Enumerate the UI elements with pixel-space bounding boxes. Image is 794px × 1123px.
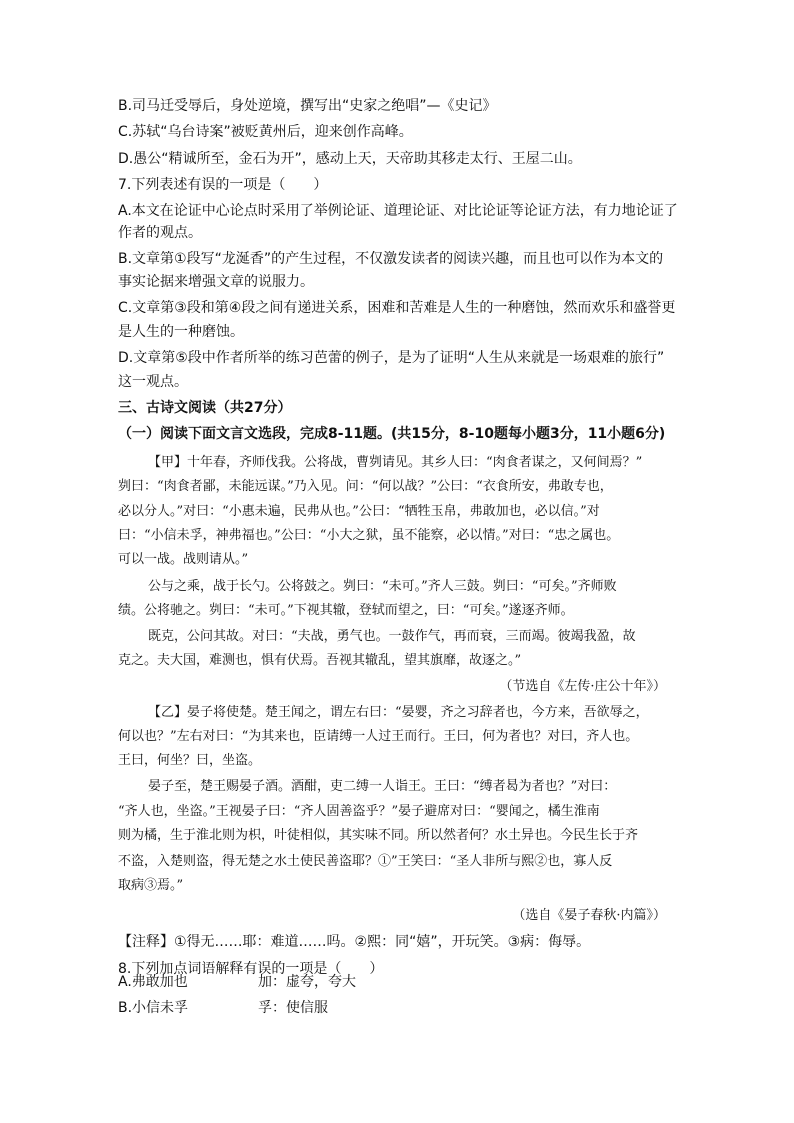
- text-line: 作者的观点。: [118, 225, 202, 241]
- text-line: 克之。夫大国，难测也，惧有伏焉。吾视其辙乱，望其旗靡，故逐之。”: [118, 653, 522, 668]
- option-label: B.小信未孚: [118, 1000, 189, 1016]
- text-line: 【甲】十年春，齐师伐我。公将战，曹刿请见。其乡人曰：“肉食者谋之，又何间焉？”: [148, 455, 643, 470]
- text-line: “齐人也，坐盗。”王视晏子曰：“齐人固善盗乎？”晏子避席对曰：“婴闻之，橘生淮南: [118, 804, 600, 819]
- text-line: 则为橘，生于淮北则为枳，叶徒相似，其实味不同。所以然者何？水土异也。今民生长于齐: [118, 828, 639, 843]
- text-line: D.文章第⑤段中作者所举的练习芭蕾的例子，是为了证明“人生从来就是一场艰难的旅行”: [118, 350, 665, 366]
- text-line: 【乙】晏子将使楚。楚王闻之，谓左右曰：“晏婴，齐之习辞者也，今方来，吾欲辱之，: [148, 705, 649, 720]
- text-line: （选自《晏子春秋·内篇》）: [512, 908, 666, 923]
- text-line: A.本文在论证中心论点时采用了举例论证、道理论证、对比论证等论证方法，有力地论证了: [118, 203, 678, 219]
- text-line: 三、古诗文阅读（共27分）: [118, 400, 292, 416]
- text-line: D.愚公“精诚所至，金石为开”，感动上天，天帝助其移走太行、王屋二山。: [118, 151, 582, 167]
- text-line: （节选自《左传·庄公十年》）: [499, 679, 666, 694]
- text-line: B.文章第①段写“龙涎香”的产生过程，不仅激发读者的阅读兴趣，而且也可以作为本文的: [118, 251, 664, 267]
- option-label: A.弗敢加也: [118, 974, 188, 990]
- text-line: 是人生的一种磨蚀。: [118, 324, 244, 340]
- text-line: 何以也？”左右对曰：“为其来也，臣请缚一人过王而行。王曰，何为者也？对曰，齐人也。: [118, 729, 639, 744]
- text-line: 可以一战。战则请从。”: [118, 552, 249, 567]
- text-line: 既克，公问其故。对曰：“夫战，勇气也。一鼓作气，再而衰，三而竭。彼竭我盈，故: [148, 629, 636, 644]
- option-row: [118, 996, 678, 1020]
- text-line: 7.下列表述有误的一项是（ ）: [118, 177, 328, 193]
- text-line: 刿曰：“肉食者鄙，未能远谋。”乃入见。问：“何以战？”公曰：“衣食所安，弗敢专也，: [118, 479, 613, 494]
- option-row: [118, 970, 678, 994]
- text-line: C.文章第③段和第④段之间有递进关系，困难和苦难是人生的一种磨蚀，然而欢乐和盛誉更: [118, 300, 676, 316]
- text-line: 【注释】①得无……耶：难道……吗。②熙：同“嬉”，开玩笑。③病：侮辱。: [118, 934, 591, 950]
- text-line: C.苏轼“乌台诗案”被贬黄州后，迎来创作高峰。: [118, 124, 413, 140]
- text-line: 曰：“小信未孚，神弗福也。”公曰：“小大之狱，虽不能察，必以情。”对曰：“忠之属也。: [118, 528, 620, 543]
- option-meaning: 孚：使信服: [258, 1000, 328, 1016]
- text-line: B.司马迁受辱后，身处逆境，撰写出“史家之绝唱”—《史记》: [118, 98, 497, 114]
- text-line: 事实论据来增强文章的说服力。: [118, 274, 314, 290]
- text-line: 这一观点。: [118, 374, 188, 390]
- text-line: 绩。公将驰之。刿曰：“未可。”下视其辙，登轼而望之，曰：“可矣。”遂逐齐师。: [118, 603, 574, 618]
- text-line: 8.下列加点词语解释有误的一项是（ ）: [118, 961, 384, 977]
- text-line: （一）阅读下面文言文选段，完成8-11题。(共15分，8-10题每小题3分，11小题6分): [118, 426, 666, 442]
- option-meaning: 加：虚夸，夸大: [258, 974, 356, 990]
- text-line: 王曰，何坐？曰，坐盗。: [118, 753, 262, 768]
- text-line: 不盗，入楚则盗，得无楚之水土使民善盗耶？①”王笑曰：“圣人非所与熙②也，寡人反: [118, 854, 613, 869]
- text-line: 取病③焉。”: [118, 878, 184, 893]
- text-line: 晏子至，楚王赐晏子酒。酒酣，吏二缚一人诣王。王曰：“缚者曷为者也？”对曰：: [148, 779, 617, 794]
- text-line: 公与之乘，战于长勺。公将鼓之。刿曰：“未可。”齐人三鼓。刿曰：“可矣。”齐师败: [148, 579, 617, 594]
- text-line: 必以分人。”对曰：“小惠未遍，民弗从也。”公曰：“牺牲玉帛，弗敢加也，必以信。”对: [118, 504, 600, 519]
